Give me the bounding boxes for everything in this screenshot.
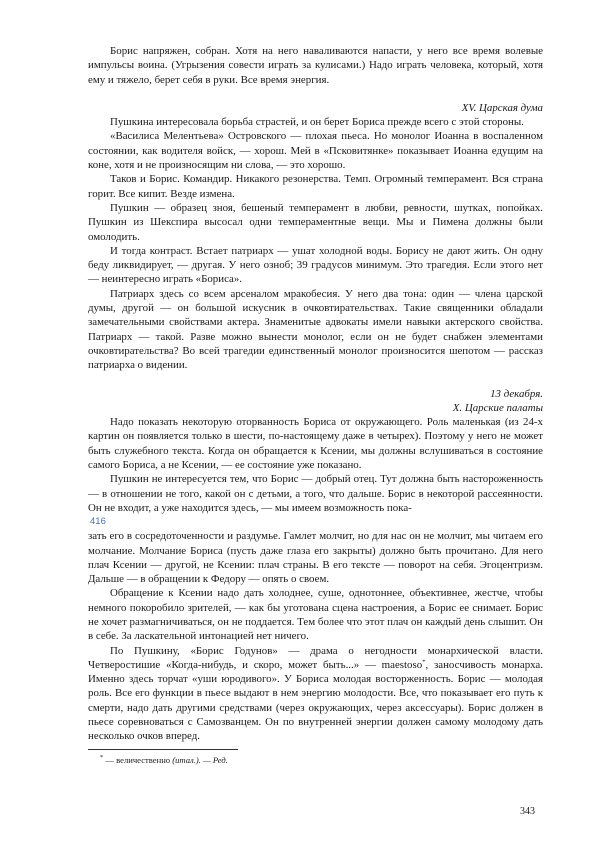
paragraph: Таков и Борис. Командир. Никакого резонерства. Темп. Огромный темперамент. Вся страна горит. Все кипит. Везде измена.	[88, 173, 543, 200]
paragraph-text: , заносчивость монарха. Именно здесь торчат «уши юродивого». У Бориса молодая восторженность. Борис — молодая роль. Все его функции в пьесе выдают в нем энергию молодости. Все, что показывает его путь к смерти, надо дать другими средствами (через окружающих, через аксессуары). Борис должен в пьесе соревноваться с Самозванцем. Он по внутренней энергии должен самому молодому дать несколько очков вперед.	[88, 658, 543, 743]
paragraph: зать его в сосредоточенности и раздумье. Гамлет молчит, но для нас он не молчит, мы читаем его молчание. Молчание Бориса (пусть даже глаза его закрыты) должно быть прочитано. Для него плач Ксении — другой, не Ксении: плач страны. В его тексте — поворот на себя. Эгоцентризм. Дальше — в обращении к Федору — опять о своем.	[88, 530, 543, 586]
paragraph: Надо показать некоторую оторванность Бориса от окружающего. Роль маленькая (из 24-х картин он появляется только в шести, по-настоящему даже в четырех). Поэтому у него не может быть служебного текста. Когда он обращается к Ксении, мы должны вслушиваться в состояние самого Бориса, а не Ксении, — ее состояние уже показано.	[88, 416, 543, 472]
footnote	[88, 754, 543, 766]
page-reference-link[interactable]: 416	[90, 516, 106, 528]
paragraph: И тогда контраст. Встает патриарх — ушат холодной воды. Борису не дают жить. Он одну беду ликвидирует, — другая. У него озноб; 39 градусов минимум. Это трагедия. Если этого нет — неинтересно играть «Бориса».	[88, 244, 543, 286]
footnote-marker[interactable]: *	[422, 658, 426, 666]
paragraph	[88, 644, 543, 744]
paragraph: Патриарх здесь со всем арсеналом мракобесия. У него два тона: один — члена царской думы, другой — он большой искусник в очковтирательствах. Такие священники обладали замечательными свойствами актера. Знаменитые адвокаты имели навыки актерского свойства. Патриарх — такой. Разве можно вынести монолог, если он не будет снабжен элементами очковтирательства? Во всей трагедии единственный монолог произносится шепотом — рассказ патриарха о видении.	[88, 287, 543, 372]
paragraph: Обращение к Ксении надо дать холоднее, суше, однотоннее, объективнее, жестче, чтобы немного покоробило зрителей, — как бы уготована сцена настроения, а Борис ее снимает. Борис не хочет размагничиваться, он не поддается. Тем более что этот плач он каждый день слышит. Он в себе. За ласкательной интонацией нет ничего.	[88, 587, 543, 643]
footnote-marker: *	[100, 753, 104, 761]
footnote-text: — величественно	[103, 754, 173, 765]
document-page	[88, 44, 543, 766]
paragraph: Пушкин — образец зноя, бешеный темперамент в любви, ревности, шутках, попойках. Пушкин из Шекспира высосал одни темпераментные вещи. Мы и Пимена должны были омолодить.	[88, 201, 543, 243]
paragraph: «Василиса Мелентьева» Островского — плохая пьеса. Но монолог Иоанна в воспаленном состоянии, как водителя войск, — хорош. Мей в «Псковитянке» показывает Иоанна едущим на коне, хотя и не произносящим ни слова, — это хорошо.	[88, 130, 543, 172]
footnote-italic: (итал.). — Ред.	[172, 754, 228, 765]
date-heading: 13 декабря.	[490, 387, 543, 400]
footnote-divider	[88, 749, 238, 750]
section-heading: X. Царские палаты	[452, 401, 543, 414]
section-heading: XV. Царская дума	[461, 101, 543, 114]
paragraph: Пушкин не интересуется тем, что Борис — добрый отец. Тут должна быть настороженность — в отношении не того, какой он с детьми, а того, что дальше. Борис в некоторой рассеянности. Он не входит, а уже находится здесь, — мы имеем возможность пока-	[88, 473, 543, 514]
paragraph-text: По Пушкину, «Борис Годунов» — драма о негодности монархической власти. Четверостишие «Когда-нибудь, и скоро, может быть...» — maestoso	[88, 644, 543, 671]
paragraph: Борис напряжен, собран. Хотя на него наваливаются напасти, у него все время волевые импульсы воина. (Угрызения совести играть за кулисами.) Надо играть человека, который, хотя ему и тяжело, берет себя в руки. Все время энергия.	[88, 45, 543, 86]
paragraph: Пушкина интересовала борьба страстей, и он берет Бориса прежде всего с этой стороны.	[110, 116, 524, 129]
page-number: 343	[520, 806, 535, 817]
